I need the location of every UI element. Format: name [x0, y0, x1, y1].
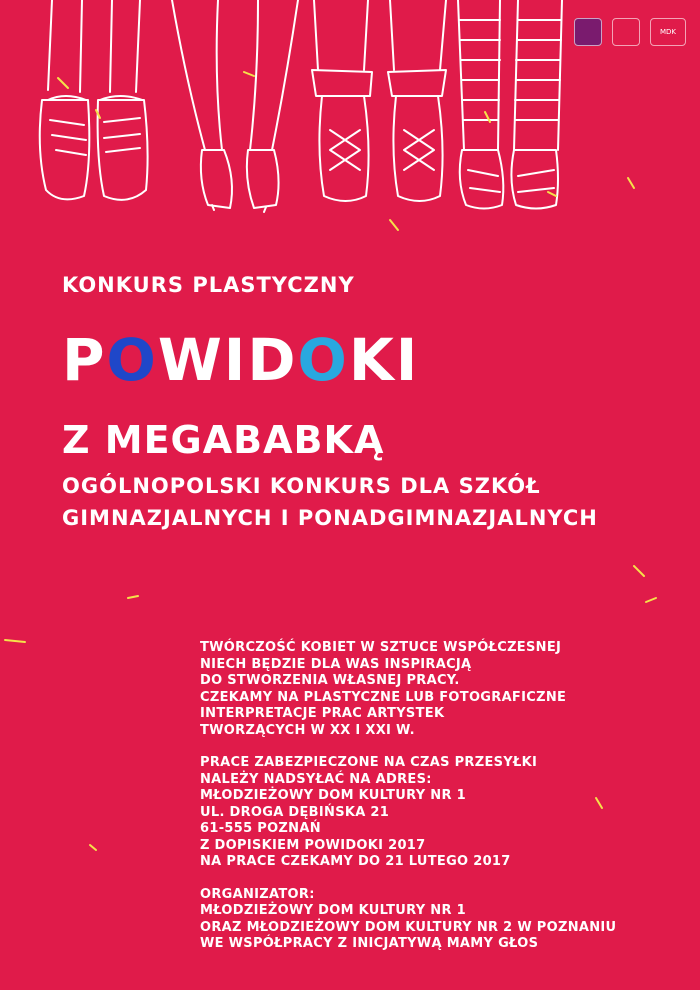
contest-kicker: KONKURS PLASTYCZNY	[62, 273, 355, 297]
title-o-blue: O	[106, 326, 158, 394]
paragraph-organizer	[200, 887, 670, 953]
mdk-logo-icon: MDK	[650, 18, 686, 46]
crest-logo-icon	[574, 18, 602, 46]
subtitle: Z MEGABABKĄ	[62, 418, 385, 462]
text-line: 61-555 POZNAŃ	[200, 821, 321, 836]
tagline	[62, 470, 598, 534]
text-line: TWÓRCZOŚĆ KOBIET W SZTUCE WSPÓŁCZESNEJ	[200, 640, 562, 655]
text-line: TWORZĄCYCH W XX I XXI W.	[200, 722, 415, 738]
title-part: P	[62, 326, 107, 394]
tagline-line-1: OGÓLNOPOLSKI KONKURS DLA SZKÓŁ	[62, 474, 541, 498]
text-line: PRACE ZABEZPIECZONE NA CZAS PRZESYŁKI	[200, 755, 538, 770]
text-line: UL. DROGA DĘBIŃSKA 21	[200, 804, 390, 820]
striped-socks-legs-icon	[458, 0, 562, 209]
text-line: ORGANIZATOR:	[200, 886, 315, 902]
paragraph-submission	[200, 755, 670, 871]
high-heels-legs-icon	[172, 0, 298, 212]
sponsor-logos	[574, 18, 686, 46]
jeans-sneakers-legs-icon	[312, 0, 446, 201]
text-line: MŁODZIEŻOWY DOM KULTURY NR 1	[200, 788, 466, 803]
text-line: NIECH BĘDZIE DLA WAS INSPIRACJĄ	[200, 656, 472, 672]
contest-details	[200, 640, 670, 953]
paragraph-inspiration	[200, 640, 670, 739]
text-line: DO STWORZENIA WŁASNEJ PRACY.	[200, 673, 460, 688]
text-line: NA PRACE CZEKAMY DO 21 LUTEGO 2017	[200, 854, 511, 869]
text-line: NALEŻY NADSYŁAĆ NA ADRES:	[200, 771, 432, 787]
text-line: WE WSPÓŁPRACY Z INICJATYWĄ MAMY GŁOS	[200, 936, 539, 951]
text-line: ORAZ MŁODZIEŻOWY DOM KULTURY NR 2 W POZNANIU	[200, 919, 617, 935]
title-part: WID	[157, 326, 298, 394]
sneakers-legs-icon	[40, 0, 148, 200]
text-line: INTERPRETACJE PRAC ARTYSTEK	[200, 706, 445, 721]
text-line: Z DOPISKIEM POWIDOKI 2017	[200, 837, 426, 853]
text-line: MŁODZIEŻOWY DOM KULTURY NR 1	[200, 903, 466, 918]
text-line: CZEKAMY NA PLASTYCZNE LUB FOTOGRAFICZNE	[200, 689, 567, 705]
mamy-glos-logo-icon	[612, 18, 640, 46]
tagline-line-2: GIMNAZJALNYCH I PONADGIMNAZJALNYCH	[62, 506, 598, 530]
title-part: KI	[348, 326, 420, 394]
main-title	[62, 326, 420, 394]
title-o-light-blue: O	[297, 326, 349, 394]
